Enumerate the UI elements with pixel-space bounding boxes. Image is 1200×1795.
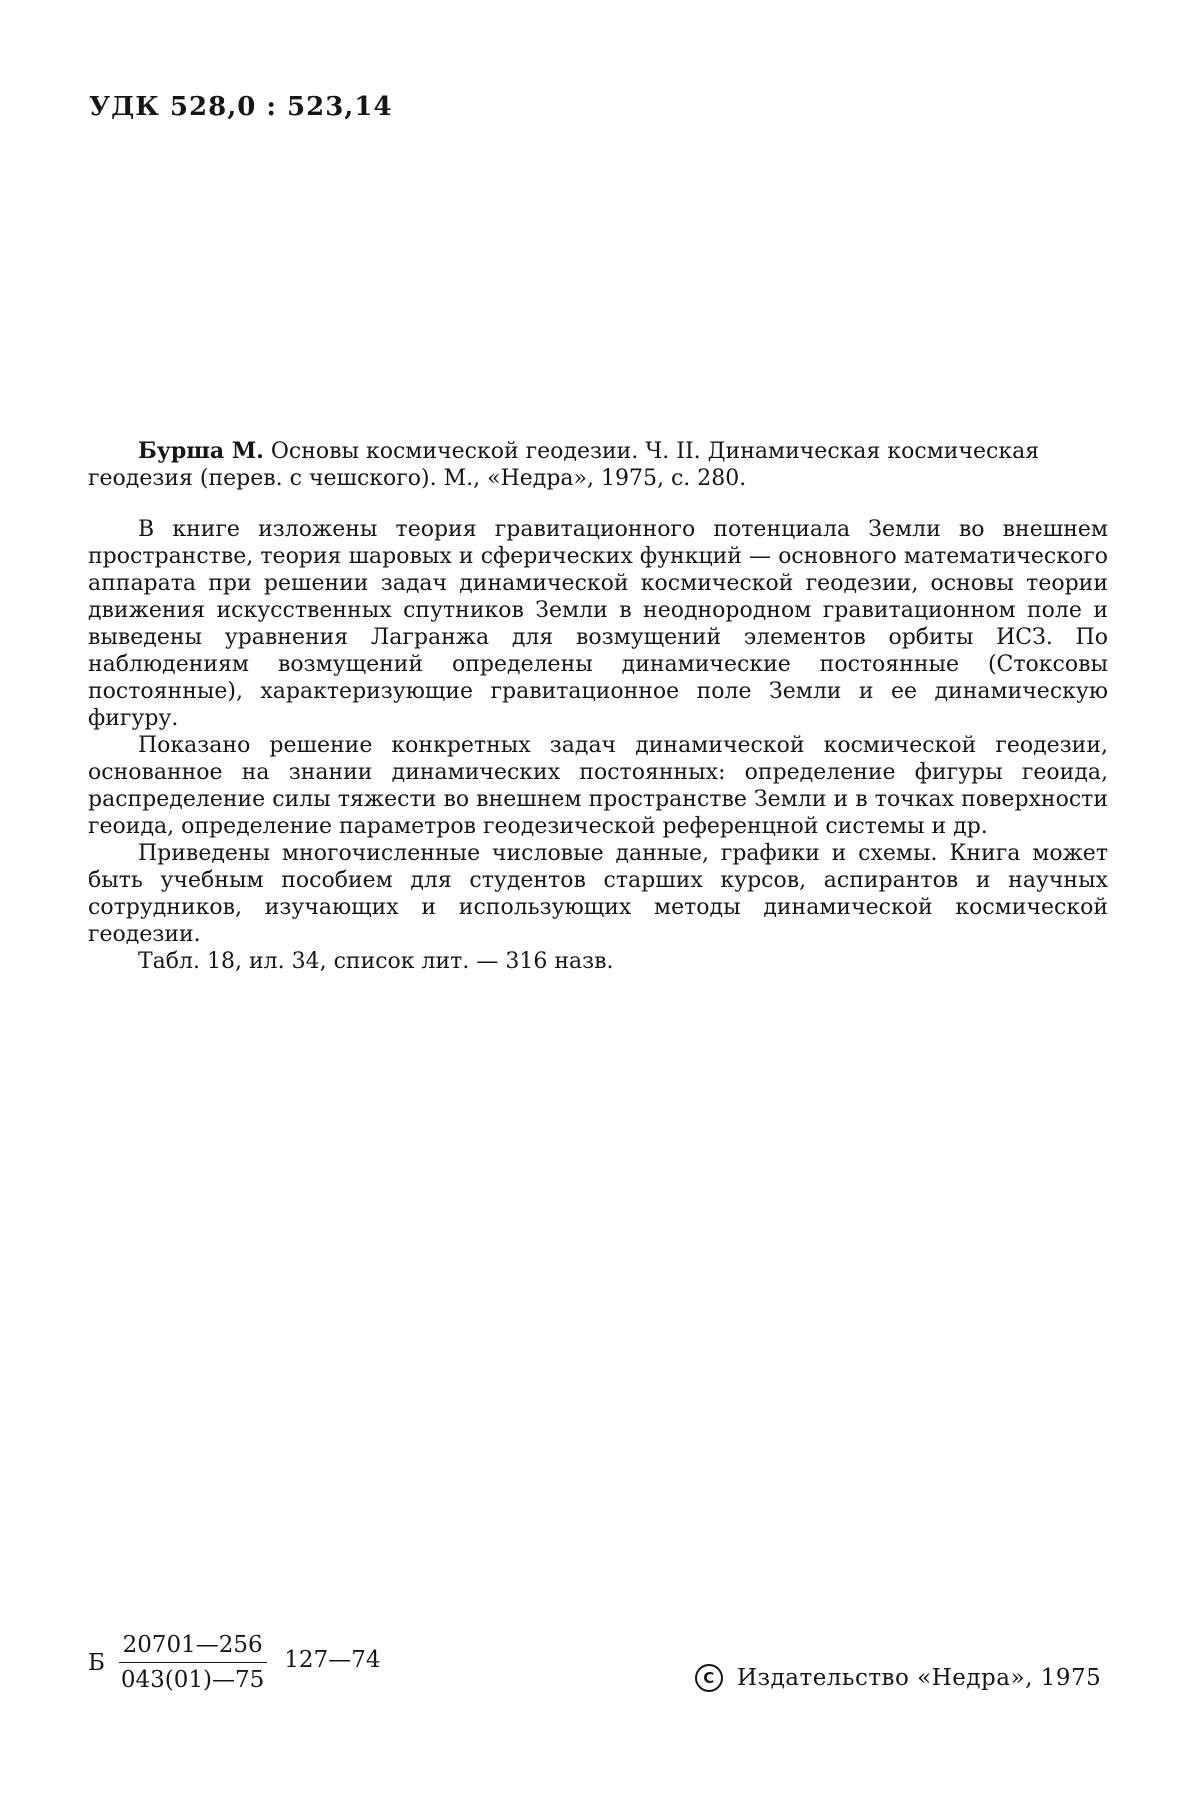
abstract-paragraph: Показано решение конкретных задач динамической космической геодезии, основанное на знании динамических постоянных: определение фигуры геоида, распределение силы тяжести во внешнем пространстве Земли и в точках поверхности геоида, определение параметров геодезической референцной системы и др. — [88, 733, 1108, 839]
copyright-notice — [695, 1664, 1101, 1692]
copyright-text: Издательство «Недра», 1975 — [737, 1665, 1102, 1691]
abstract-paragraph: Приведены многочисленные числовые данные, графики и схемы. Книга может быть учебным пособием для студентов старших курсов, аспирантов и научных сотрудников, изучающих и использующих методы динамической космической геодезии. — [88, 841, 1108, 947]
abstract — [88, 516, 1108, 975]
author-name: Бурша М. — [138, 438, 264, 464]
copyright-icon: C — [695, 1664, 723, 1692]
classification-index — [88, 1630, 380, 1695]
abstract-paragraph: В книге изложены теория гравитационного потенциала Земли во внешнем пространстве, теория шаровых и сферических функций — основного математического аппарата при решении задач динамической космической геодезии, основы теории движения искусственных спутников Земли в неоднородном гравитационном поле и выведены уравнения Лагранжа для возмущений элементов орбиты ИСЗ. По наблюдениям возмущений определены динамические постоянные (Стоксовы постоянные), характеризующие гравитационное поле Земли и ее динамическую фигуру. — [88, 517, 1108, 731]
classification-denominator: 043(01)—75 — [120, 1667, 265, 1693]
classification-numerator: 20701—256 — [119, 1630, 267, 1663]
abstract-stats: Табл. 18, ил. 34, список лит. — 316 назв. — [138, 949, 614, 974]
classification-suffix: 127—74 — [284, 1646, 381, 1673]
bibliographic-record — [88, 438, 1108, 492]
udk-code: УДК 528,0 : 523,14 — [89, 92, 393, 122]
classification-fraction — [117, 1630, 268, 1695]
bibliographic-details: Основы космической геодезии. Ч. II. Динамическая космическая геодезия (перев. с чешского). М., «Недра», 1975, с. 280. — [88, 439, 1040, 491]
classification-letter: Б — [88, 1649, 105, 1676]
